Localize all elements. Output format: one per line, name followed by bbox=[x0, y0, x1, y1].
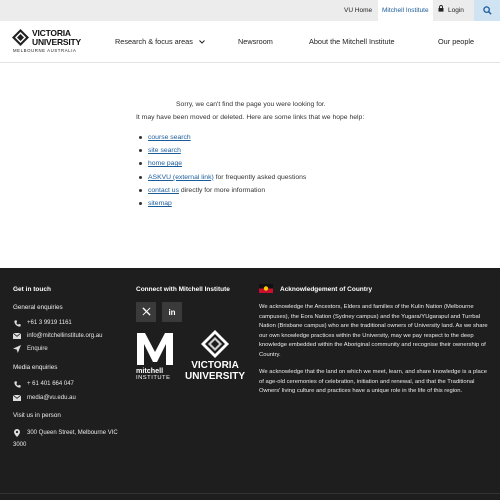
main-content bbox=[0, 63, 500, 268]
mitchell-m-icon bbox=[136, 332, 174, 366]
home-page-link[interactable]: home page bbox=[148, 160, 183, 168]
phone-icon bbox=[13, 380, 21, 388]
connect-heading: Connect with Mitchell Institute bbox=[136, 286, 230, 293]
nav-research[interactable]: Research & focus areas bbox=[115, 21, 205, 63]
vu-logo[interactable] bbox=[12, 29, 80, 55]
aboriginal-flag-icon bbox=[259, 284, 273, 293]
email-link[interactable]: info@mitchellinstitute.org.au bbox=[13, 332, 102, 340]
chevron-down-icon bbox=[199, 21, 205, 63]
acknowledgement-heading: Acknowledgement of Country bbox=[280, 286, 373, 293]
footer-divider bbox=[0, 493, 500, 494]
media-enquiries-label: Media enquiries bbox=[13, 364, 58, 371]
list-item bbox=[136, 144, 306, 157]
visit-label: Visit us in person bbox=[13, 412, 61, 419]
main-navigation bbox=[0, 21, 500, 63]
logo-text: VICTORIA UNIVERSITY bbox=[32, 28, 82, 47]
media-email-link[interactable]: media@vu.edu.au bbox=[13, 394, 76, 402]
enquire-link[interactable]: Enquire bbox=[13, 345, 48, 353]
vu-home-link[interactable]: VU Home bbox=[344, 7, 373, 14]
phone-icon bbox=[13, 319, 21, 327]
x-icon bbox=[142, 303, 151, 321]
login-label: Login bbox=[448, 7, 464, 14]
mitchell-institute-logo[interactable]: mitchell INSTITUTE bbox=[136, 332, 176, 384]
general-enquiries-label: General enquiries bbox=[13, 304, 63, 311]
site-search-link[interactable]: site search bbox=[148, 147, 181, 155]
lock-icon bbox=[438, 0, 444, 21]
phone-link[interactable]: +61 3 9919 1161 bbox=[13, 319, 72, 327]
mail-icon bbox=[13, 332, 21, 340]
nav-our-people[interactable]: Our people bbox=[438, 37, 475, 46]
location-pin-icon bbox=[13, 429, 21, 437]
error-message: Sorry, we can't find the page you were looking for. bbox=[176, 101, 326, 108]
list-item bbox=[136, 157, 306, 170]
linkedin-button[interactable] bbox=[162, 302, 182, 322]
mail-icon bbox=[13, 394, 21, 402]
x-twitter-button[interactable] bbox=[136, 302, 156, 322]
course-search-link[interactable]: course search bbox=[148, 134, 191, 141]
list-item: contact us directly for more information bbox=[136, 184, 306, 197]
acknowledgement-paragraph-2: We acknowledge that the land on which we meet, learn, and share knowledge is a place of age-old ceremonies of celebration, initiation and renewal, and that the Traditional Owners' living culture and practices have a unique role in the life of this region. bbox=[259, 369, 487, 395]
list-item bbox=[136, 197, 306, 210]
get-in-touch-heading: Get in touch bbox=[13, 286, 51, 293]
list-item: ASKVU (external link) for frequently asked questions bbox=[136, 171, 306, 184]
utility-bar bbox=[0, 0, 500, 21]
logo-subtitle: MELBOURNE AUSTRALIA bbox=[13, 48, 77, 53]
victoria-university-logo[interactable]: VICTORIA UNIVERSITY bbox=[182, 330, 248, 386]
askvu-link[interactable]: ASKVU (external link) bbox=[148, 173, 214, 181]
vu-diamond-icon bbox=[12, 29, 29, 46]
help-links-list bbox=[136, 131, 306, 210]
login-link[interactable] bbox=[438, 0, 464, 21]
list-item bbox=[136, 131, 306, 144]
media-phone-link[interactable]: + 61 401 664 047 bbox=[13, 380, 74, 388]
search-button[interactable] bbox=[474, 0, 500, 21]
footer bbox=[0, 268, 500, 500]
error-explanation: It may have been moved or deleted. Here are some links that we hope help: bbox=[136, 114, 365, 121]
nav-about[interactable]: About the Mitchell Institute bbox=[309, 37, 395, 46]
mitchell-institute-link[interactable]: Mitchell Institute bbox=[378, 0, 433, 21]
address: 300 Queen Street, Melbourne VIC bbox=[13, 429, 118, 437]
contact-us-link[interactable]: contact us bbox=[148, 186, 179, 194]
linkedin-icon: in bbox=[168, 307, 176, 317]
nav-newsroom[interactable]: Newsroom bbox=[238, 37, 273, 46]
search-icon bbox=[483, 2, 492, 20]
vu-diamond-icon bbox=[201, 330, 229, 358]
sitemap-link[interactable]: sitemap bbox=[148, 199, 172, 207]
send-icon bbox=[13, 345, 21, 353]
acknowledgement-paragraph-1: We acknowledge the Ancestors, Elders and families of the Kulin Nation (Melbourne campuses), the Eora Nation (Sydney campus) and the Yugara/YUgarapul and Turrbal Nation (Brisbane campus) who are the traditional owners of University land. As we share our own knowledge practices within the University, may we pay respect to the deep knowledge embedded within the Aboriginal community and recognise their ownership of Country. bbox=[259, 304, 488, 358]
address-line-2: 3000 bbox=[13, 442, 27, 448]
